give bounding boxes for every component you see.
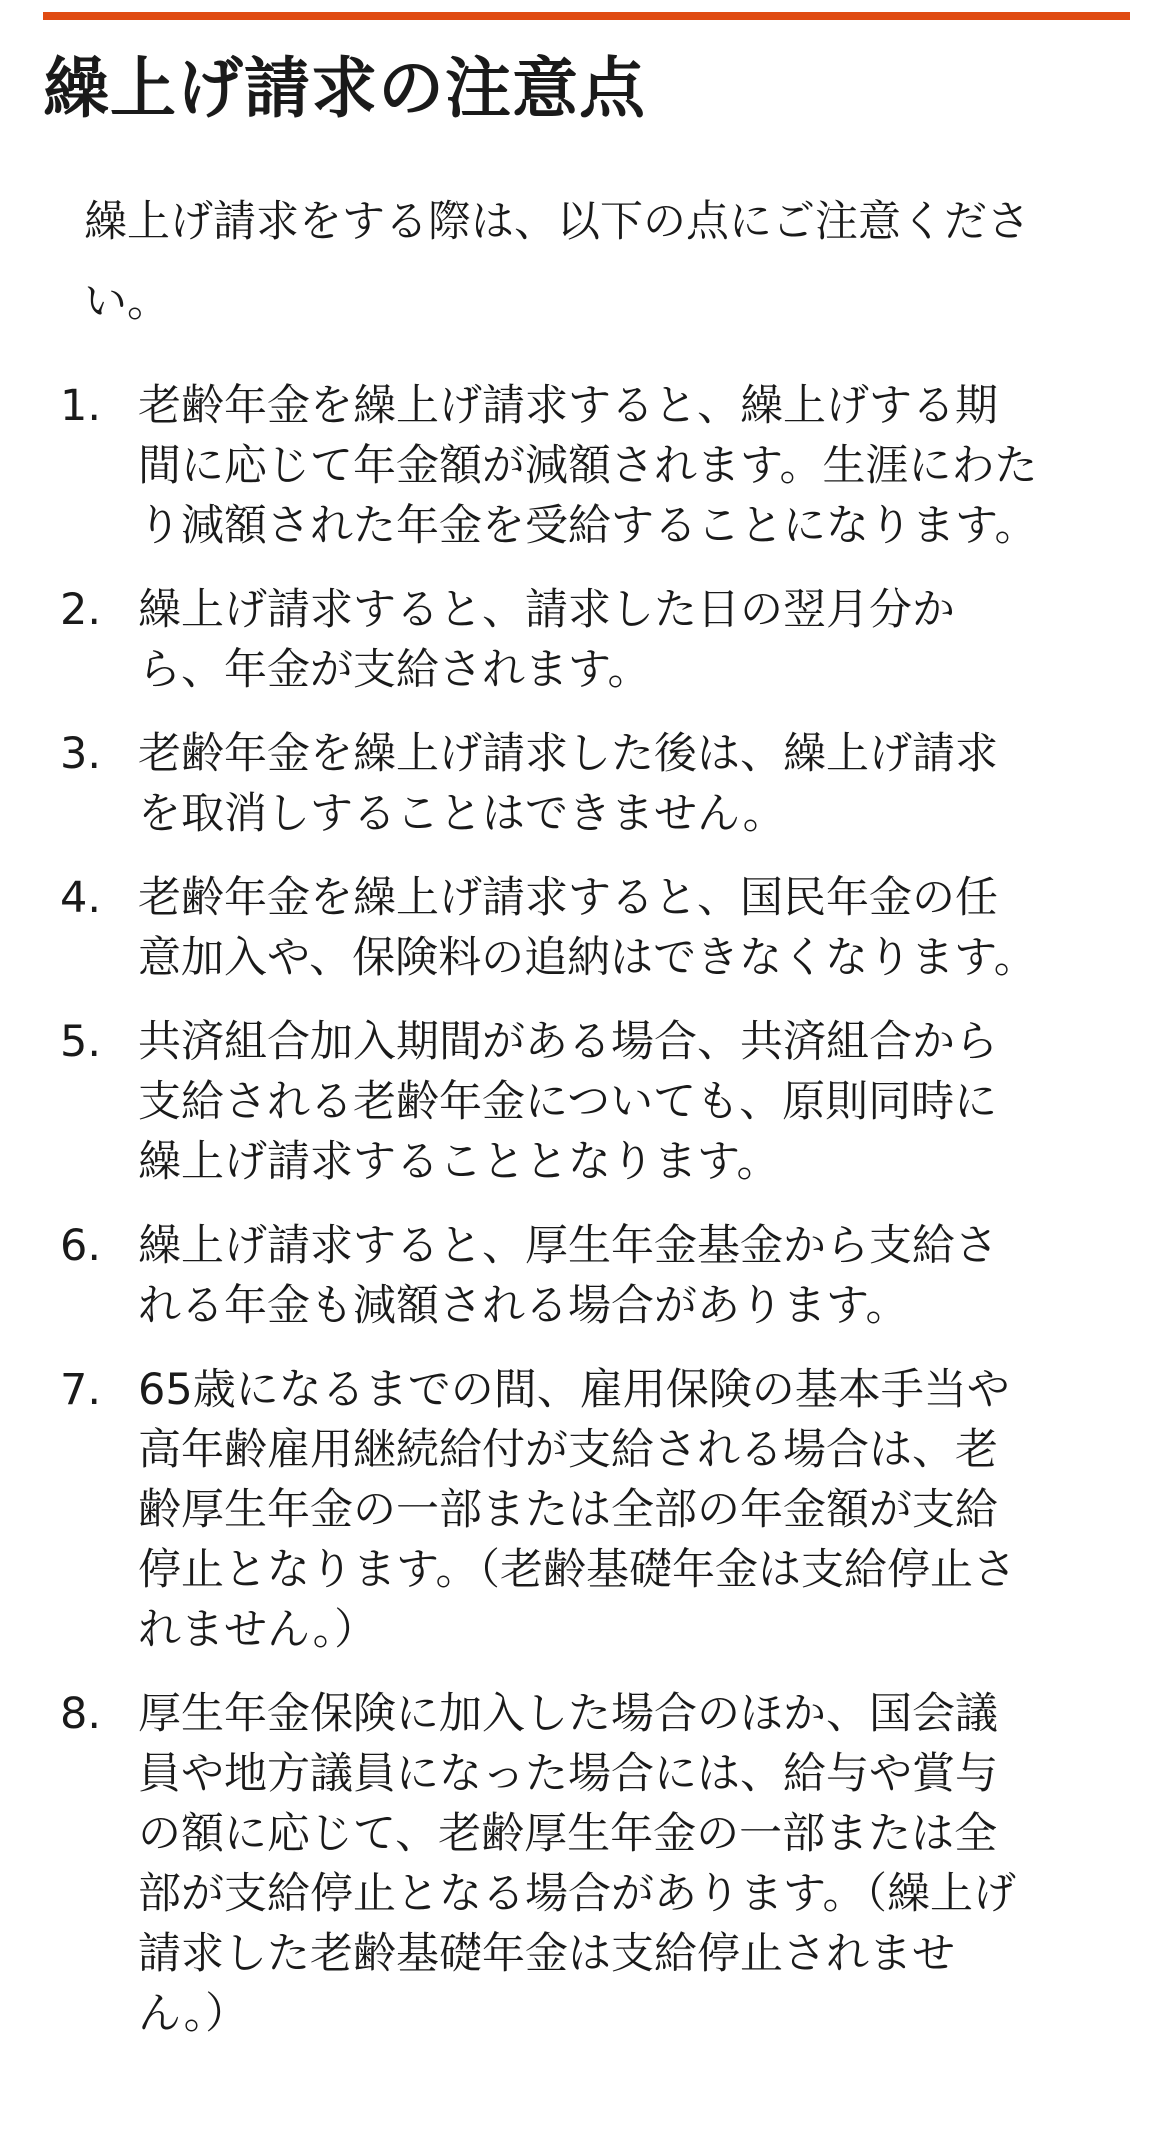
intro-text: 繰上げ請求をする際は、以下の点にご注意ください。 xyxy=(84,197,1030,327)
list-item-number: 7. xyxy=(60,1365,102,1415)
list-item xyxy=(60,1216,1040,1336)
list-item-text: 繰上げ請求すると、厚生年金基金から支給される年金も減額される場合があります。 xyxy=(138,1221,998,1331)
list-item-text: 厚生年金保険に加入した場合のほか、国会議員や地方議員になった場合には、給与や賞与の額に応じて、老齢厚生年金の一部または全部が支給停止となる場合があります。（繰上げ請求した老齢基礎年金は支給停止されません。） xyxy=(138,1689,1017,2039)
list-item-text: 共済組合加入期間がある場合、共済組合から支給される老齢年金についても、原則同時に繰上げ請求することとなります。 xyxy=(138,1017,998,1187)
list-item-text: 老齢年金を繰上げ請求すると、国民年金の任意加入や、保険料の追納はできなくなります。 xyxy=(138,873,1037,983)
list-item xyxy=(60,1360,1040,1660)
title-accent-bar xyxy=(43,12,1130,20)
list-item xyxy=(60,1012,1040,1192)
list-item-number: 6. xyxy=(60,1221,102,1271)
list-item xyxy=(60,724,1040,844)
list-item-number: 5. xyxy=(60,1017,102,1067)
list-item-number: 3. xyxy=(60,729,102,779)
list-item-text: 65歳になるまでの間、雇用保険の基本手当や高年齢雇用継続給付が支給される場合は、老齢厚生年金の一部または全部の年金額が支給停止となります。（老齢基礎年金は支給停止されません。） xyxy=(138,1365,1017,1655)
page-title: 繰上げ請求の注意点 xyxy=(43,50,646,127)
list-item xyxy=(60,868,1040,988)
list-item-text: 老齢年金を繰上げ請求すると、繰上げする期間に応じて年金額が減額されます。生涯にわたり減額された年金を受給することになります。 xyxy=(138,381,1038,551)
list-item-number: 8. xyxy=(60,1689,102,1739)
list-item-number: 4. xyxy=(60,873,102,923)
list-item-number: 1. xyxy=(60,381,102,431)
notes-list xyxy=(60,376,1040,2068)
list-item-number: 2. xyxy=(60,585,102,635)
list-item xyxy=(60,376,1040,556)
list-item xyxy=(60,580,1040,700)
list-item-text: 繰上げ請求すると、請求した日の翌月分から、年金が支給されます。 xyxy=(138,585,955,695)
list-item xyxy=(60,1684,1040,2044)
list-item-text: 老齢年金を繰上げ請求した後は、繰上げ請求を取消しすることはできません。 xyxy=(138,729,998,839)
